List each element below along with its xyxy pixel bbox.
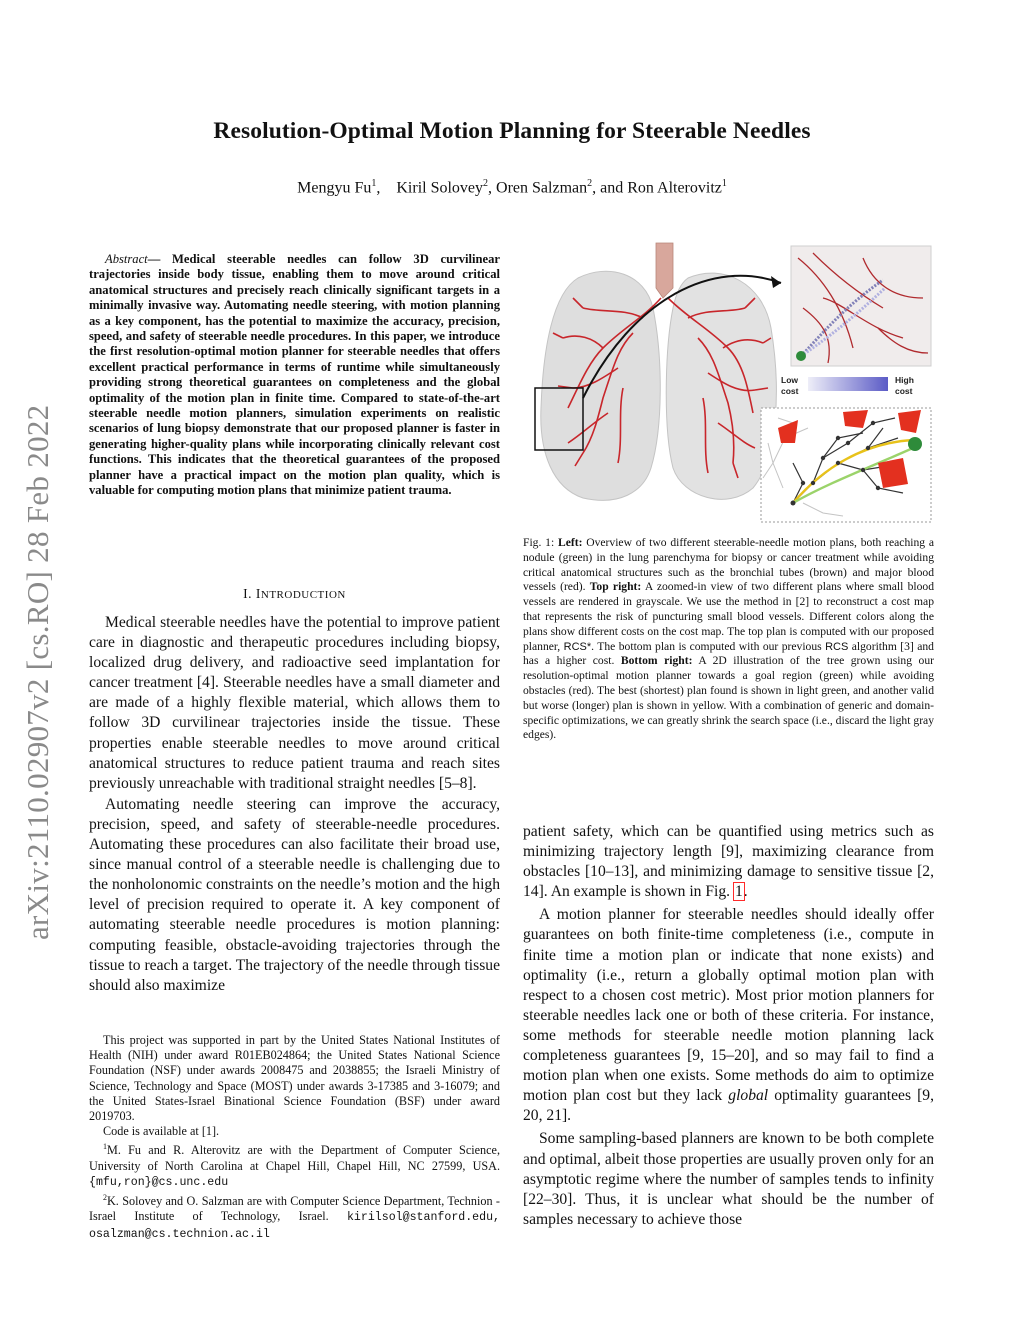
legend-low-cost: cost	[781, 386, 799, 396]
author-list	[0, 178, 1024, 197]
abstract-dash: —	[147, 252, 173, 266]
arrow-head	[771, 276, 781, 288]
algo-rcs-star: RCS*	[563, 640, 592, 653]
section-numeral: I.	[243, 586, 253, 601]
algo-rcs: RCS	[825, 640, 849, 653]
caption-left-label: Left:	[557, 536, 583, 549]
caption-text: A 2D illustration of the tree grown using our resolution-optimal motion planner towards a goal region (green) while avoiding obstacles (red). The best (shortest) plan found is shown in light green, and another valid but worse (longer) plan is shown in yellow. With a combination of generic and domain-specific optimizations, we can greatly shrink the search space (i.e., discard the light gray edges).	[523, 654, 934, 742]
caption-label: Fig. 1:	[523, 536, 555, 549]
section-heading	[89, 586, 500, 602]
author-name: Ron Alterovitz	[627, 179, 722, 197]
caption-bottomright-label: Bottom right:	[620, 654, 693, 668]
caption-text: . The bottom plan is computed with our previous	[591, 639, 826, 653]
author-sep: ,	[488, 179, 497, 197]
emphasis: global	[728, 1087, 769, 1105]
figure-1	[523, 238, 935, 528]
legend-high: High	[895, 375, 914, 385]
arxiv-identifier: arXiv:2110.02907v2 [cs.RO] 28 Feb 2022	[20, 404, 55, 940]
legend-low: Low	[781, 375, 798, 385]
target-nodule	[796, 351, 806, 361]
author-affil: 1	[371, 178, 377, 189]
author-sep: ,	[376, 179, 393, 197]
paragraph: A motion planner for steerable needles should ideally offer guarantees on both finite-time completeness (i.e., compute in finite time a motion plan or indicate that none exists) and optimality (i.e., return a globally optimal motion plan with respect to a chosen cost metric). Most prior motion planners for steerable needles lack one or both of these criteria. For instance, some methods for steerable needle motion planning lack completeness guarantees [9, 15–20], and so may fail to find a motion plan when one exists. Some methods do aim to optimize motion plan cost but they lack global optimality guarantees [9, 20, 21].	[523, 906, 934, 1125]
paragraph: Medical steerable needles have the potential to improve patient care in diagnostic and therapeutic procedures including biopsy, localized drug delivery, and radioactive seed implantation for cancer treatment [4]. Steerable needles have a small diameter and are made of a highly flexible material, which allows them to follow 3D curvilinear trajectories inside the tissue. These properties enable steerable needles to move around critical anatomical structures to reduce patient trauma and reach sites previously unreachable with traditional straight needles [5–8].	[89, 614, 500, 792]
email: {mfu,ron}@cs.unc.edu	[89, 1175, 229, 1189]
lung-right	[666, 273, 776, 499]
footnote-funding: This project was supported in part by the United States National Institutes of Health (NIH) under award R01EB024864; the United States National Science Foundation (NSF) under awards 2008475 and 2038855; the Israeli Ministry of Science, Technology and Space (MOST) under awards 3-17385 and 3-16079; and the United States-Israel Binational Science Foundation (BSF) under award 2019703.	[89, 1033, 500, 1124]
footnotes	[89, 1033, 500, 1242]
author-affil: 2	[483, 178, 489, 189]
trachea	[656, 243, 673, 298]
footnote-affiliation-2: $^2$K. Solovey and O. Salzman are with Computer Science Department, Technion - Israel Institute of Technology, Israel. kirilsol@stanford.edu, osalzman@cs.technion.ac.il	[89, 1193, 501, 1241]
cost-colorbar	[808, 377, 888, 391]
abstract-text: Medical steerable needles can follow 3D curvilinear trajectories inside body tissue, enabling them to move around critical anatomical structures and precisely reach clinically significant targets in a minimally invasive way. Automating needle steering, with motion planning as a key component, has the potential to maximize the accuracy, precision, speed, and safety of steerable needle procedures. In this paper, we introduce the first resolution-optimal motion planner for steerable needles that offers excellent practical performance in terms of runtime while simultaneously providing strong theoretical guarantees on completeness and the global optimality of the motion plan in finite time. Compared to state-of-the-art steerable needle motion planners, simulation experiments on realistic scenarios of lung biopsy demonstrate that our proposed planner is faster in generating higher-quality plans while incorporating clinically relevant cost functions. This indicates that the theoretical guarantees of the proposed planner have a practical impact on the motion plan quality, which is valuable for computing motion plans that minimize patient trauma.	[89, 252, 500, 498]
right-column-body	[523, 822, 934, 1230]
caption-topright-label: Top right:	[589, 580, 642, 594]
author-name: Kiril Solovey	[396, 179, 484, 197]
footnote-affiliation-1: $^1$M. Fu and R. Alterovitz are with the Department of Computer Science, University of North Carolina at Chapel Hill, Chapel Hill, NC 27599, USA. {mfu,ron}@cs.unc.edu	[89, 1142, 500, 1189]
section-title-rest: NTRODUCTION	[260, 589, 346, 601]
paper-title: Resolution-Optimal Motion Planning for Steerable Needles	[213, 118, 811, 144]
caption-text: Overview of two different steerable-needle motion plans, both reaching a nodule (green) in the lung parenchyma for biopsy or cancer treatment while avoiding critical anatomical structures such as the bronchial tubes (brown) and major blood vessels (red).	[523, 536, 934, 594]
figure-reference-link[interactable]: 1	[734, 883, 743, 901]
author-name: Oren Salzman	[496, 179, 588, 197]
goal-region	[908, 437, 922, 451]
figure-caption	[523, 536, 934, 743]
author-name: Mengyu Fu	[297, 179, 372, 197]
abstract	[89, 252, 500, 499]
legend-high-cost: cost	[895, 386, 913, 396]
section-title-initial: I	[255, 586, 261, 601]
author-affil: 1	[721, 178, 727, 189]
caption-text: A zoomed-in view of two different plans where small blood vessels are rendered in grayscale. We use the method in [2] to reconstruct a cost map that represents the risk of puncturing small blood vessels. Different colors along the plans show different costs on the cost map. The top plan is computed with our proposed planner,	[523, 580, 934, 653]
abstract-lead: Abstract	[105, 252, 148, 266]
email: kirilsol@stanford.edu, osalzman@cs.technion.ac.il	[89, 1211, 501, 1241]
paragraph: Automating needle steering can improve the accuracy, precision, speed, and safety of steerable-needle procedures. Automating these procedures can also facilitate their broad use, since manual control of a steerable needle is challenging due to the nonholonomic constraints on the needle’s motion and the high level of precision required to operate it. A key component of automating steerable needle procedures is motion planning: computing feasible, obstacle-avoiding trajectories through the tissue to reach a target. The trajectory of the needle through tissue should also maximize	[89, 795, 500, 994]
figure-illustration	[523, 238, 935, 528]
caption-text: algorithm [3] and has a higher cost.	[523, 639, 934, 668]
author-sep: , and	[592, 179, 628, 197]
paragraph: patient safety, which can be quantified using metrics such as minimizing trajectory length [9], maximizing clearance from obstacles [10–13], and minimizing damage to sensitive tissue [2, 14]. An example is shown in Fig. 1.	[523, 823, 934, 901]
paragraph: Some sampling-based planners are known to be both complete and optimal, albeit those properties are usually proven only for an asymptotic regime where the number of samples tends to infinity [22–30]. Thus, it is unclear what should be the number of samples necessary to achieve those	[523, 1130, 934, 1228]
footnote-code: Code is available at [1].	[103, 1124, 220, 1139]
introduction-body	[89, 613, 500, 996]
author-affil: 2	[587, 178, 593, 189]
zoom-panel	[791, 246, 931, 366]
